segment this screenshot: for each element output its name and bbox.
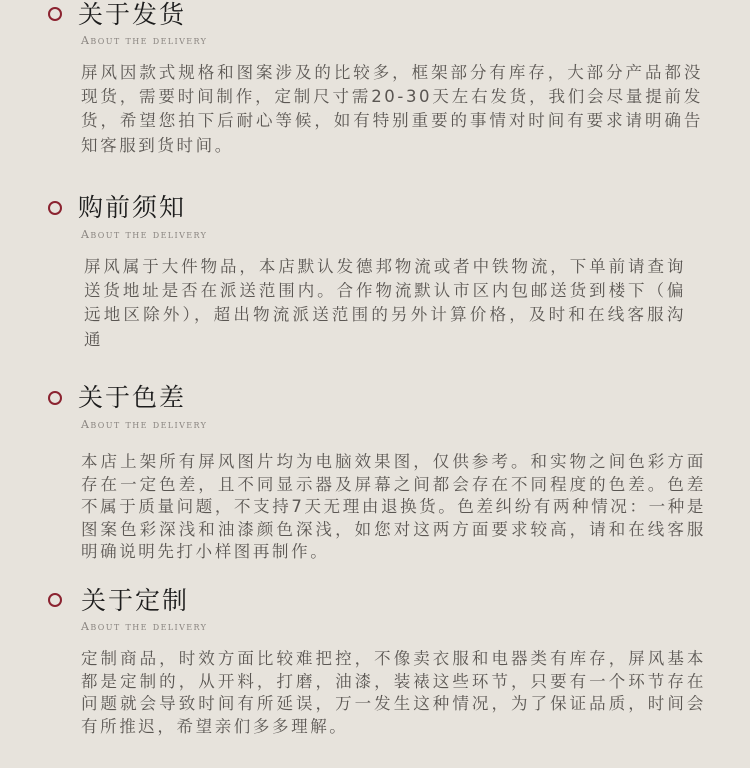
section-subtitle: About the delivery (81, 620, 208, 633)
circle-bullet-icon (48, 593, 62, 607)
circle-bullet-icon (48, 201, 62, 215)
section-body: 定制商品，时效方面比较难把控，不像卖衣服和电器类有库存，屏风基本都是定制的，从开料，打磨，油漆，装裱这些环节，只要有一个环节存在问题就会导致时间有所延误，万一发生这种情况，为了保证品质，时间会有所推迟，希望亲们多多理解。 (81, 649, 706, 736)
section-title: 关于发货 (78, 0, 187, 29)
section-body: 屏风属于大件物品，本店默认发德邦物流或者中铁物流，下单前请查询送货地址是否在派送范围内。合作物流默认市区内包邮送货到楼下（偏远地区除外），超出物流派送范围的另外计算价格，及时和在线客服沟通 (84, 257, 686, 349)
section-title: 关于色差 (78, 383, 187, 412)
section-body: 本店上架所有屏风图片均为电脑效果图，仅供参考。和实物之间色彩方面存在一定色差，且不同显示器及屏幕之间都会存在不同程度的色差。色差不属于质量问题，不支持7天无理由退换货。色差纠纷有两种情况：一种是图案色彩深浅和油漆颜色深浅，如您对这两方面要求较高，请和在线客服明确说明先打小样图再制作。 (81, 452, 706, 562)
circle-bullet-icon (48, 7, 62, 21)
section-body: 屏风因款式规格和图案涉及的比较多，框架部分有库存，大部分产品都没现货，需要时间制作，定制尺寸需20-30天左右发货，我们会尽量提前发货，希望您拍下后耐心等候，如有特别重要的事情对时间有要求请明确告知客服到货时间。 (81, 63, 703, 155)
section-subtitle: About the delivery (81, 418, 208, 431)
circle-bullet-icon (48, 391, 62, 405)
section-title: 购前须知 (78, 193, 187, 222)
section-subtitle: About the delivery (81, 228, 208, 241)
section-title: 关于定制 (81, 586, 190, 615)
section-subtitle: About the delivery (81, 34, 208, 47)
